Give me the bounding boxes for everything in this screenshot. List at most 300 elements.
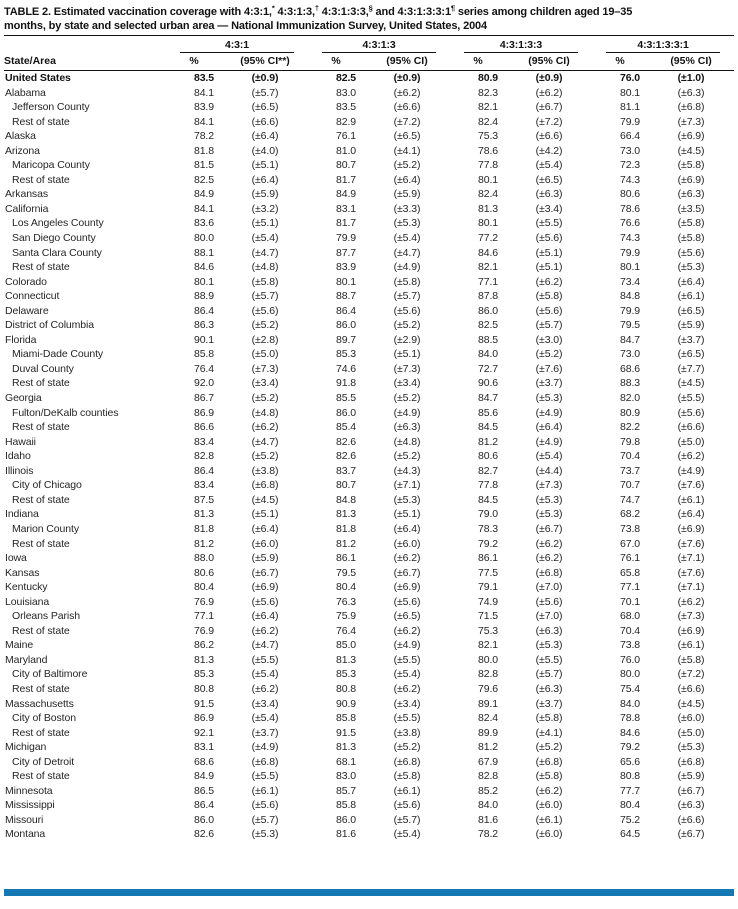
percent-cell: 86.2 bbox=[193, 639, 214, 652]
table-row bbox=[4, 289, 734, 304]
percent-cell: 76.1 bbox=[335, 130, 357, 143]
ci-cell: (±4.2) bbox=[535, 144, 563, 157]
state-area-cell: Miami-Dade County bbox=[12, 348, 104, 361]
ci-cell: (±5.3) bbox=[535, 392, 563, 405]
ci-cell: (±3.4) bbox=[393, 697, 421, 710]
state-area-cell: Rest of state bbox=[12, 421, 70, 434]
table-row bbox=[4, 318, 734, 333]
ci-cell: (±5.4) bbox=[535, 159, 563, 172]
percent-cell: 76.9 bbox=[193, 595, 214, 608]
percent-cell: 74.9 bbox=[477, 595, 499, 608]
ci-cell: (±4.1) bbox=[393, 144, 421, 157]
percent-cell: 81.2 bbox=[335, 537, 357, 550]
table-row bbox=[4, 798, 734, 813]
percent-cell: 83.1 bbox=[193, 741, 214, 754]
state-area-cell: Rest of state bbox=[12, 493, 70, 506]
ci-cell: (±6.8) bbox=[535, 755, 563, 768]
percent-cell: 84.0 bbox=[477, 348, 499, 361]
percent-cell: 86.4 bbox=[335, 304, 357, 317]
ci-cell: (±6.8) bbox=[393, 755, 421, 768]
ci-cell: (±7.3) bbox=[251, 362, 279, 375]
state-area-cell: Arkansas bbox=[5, 188, 48, 201]
percent-cell: 70.1 bbox=[619, 595, 641, 608]
ci-column-header: (95% CI) bbox=[648, 53, 734, 71]
percent-cell: 77.1 bbox=[477, 275, 499, 288]
percent-cell: 79.0 bbox=[477, 508, 499, 521]
ci-cell: (±5.2) bbox=[535, 741, 563, 754]
ci-cell: (±3.2) bbox=[251, 202, 279, 215]
ci-cell: (±6.2) bbox=[535, 537, 563, 550]
ci-cell: (±6.2) bbox=[535, 86, 563, 99]
percent-cell: 85.2 bbox=[477, 784, 499, 797]
percent-cell: 83.0 bbox=[335, 770, 357, 783]
table-row bbox=[4, 304, 734, 319]
percent-cell: 86.6 bbox=[193, 421, 214, 434]
ci-cell: (±2.8) bbox=[251, 333, 279, 346]
percent-cell: 84.7 bbox=[477, 392, 499, 405]
percent-cell: 82.1 bbox=[477, 101, 499, 114]
ci-cell: (±4.5) bbox=[677, 144, 705, 157]
percent-cell: 73.4 bbox=[619, 275, 641, 288]
table-body bbox=[4, 71, 734, 842]
percent-cell: 81.8 bbox=[335, 522, 357, 535]
percent-cell: 73.8 bbox=[619, 522, 641, 535]
ci-cell: (±6.9) bbox=[677, 522, 705, 535]
ci-cell: (±5.8) bbox=[677, 653, 705, 666]
table-row bbox=[4, 493, 734, 508]
percent-cell: 77.1 bbox=[619, 581, 641, 594]
percent-cell: 79.2 bbox=[619, 741, 641, 754]
ci-cell: (±4.8) bbox=[251, 406, 279, 419]
percent-cell: 77.8 bbox=[477, 479, 499, 492]
percent-cell: 79.9 bbox=[619, 246, 641, 259]
percent-column-header: % bbox=[450, 53, 506, 71]
percent-cell: 88.5 bbox=[477, 333, 499, 346]
ci-cell: (±6.2) bbox=[535, 275, 563, 288]
percent-cell: 72.7 bbox=[477, 362, 499, 375]
ci-cell: (±6.0) bbox=[535, 799, 563, 812]
ci-cell: (±4.9) bbox=[535, 435, 563, 448]
state-area-cell: Maine bbox=[5, 639, 34, 652]
ci-cell: (±5.1) bbox=[535, 246, 563, 259]
state-area-cell: Montana bbox=[5, 828, 46, 841]
state-area-cell: Illinois bbox=[5, 464, 34, 477]
percent-cell: 82.7 bbox=[477, 464, 499, 477]
percent-cell: 80.4 bbox=[335, 581, 357, 594]
percent-cell: 87.7 bbox=[335, 246, 357, 259]
percent-cell: 81.3 bbox=[193, 653, 214, 666]
percent-cell: 86.9 bbox=[193, 712, 214, 725]
percent-cell: 86.7 bbox=[193, 392, 214, 405]
footer-bar bbox=[4, 889, 734, 896]
percent-cell: 82.4 bbox=[477, 188, 499, 201]
percent-cell: 78.3 bbox=[477, 522, 499, 535]
percent-cell: 70.4 bbox=[619, 624, 641, 637]
ci-cell: (±5.9) bbox=[677, 319, 705, 332]
table-row bbox=[4, 449, 734, 464]
state-area-cell: Marion County bbox=[12, 522, 79, 535]
percent-cell: 80.1 bbox=[335, 275, 357, 288]
ci-cell: (±5.5) bbox=[393, 653, 421, 666]
table-row bbox=[4, 609, 734, 624]
percent-cell: 64.5 bbox=[619, 828, 641, 841]
ci-cell: (±3.0) bbox=[535, 333, 563, 346]
state-area-cell: Hawaii bbox=[5, 435, 36, 448]
state-area-cell: City of Baltimore bbox=[12, 668, 88, 681]
ci-cell: (±5.3) bbox=[677, 261, 705, 274]
ci-column-header: (95% CI) bbox=[364, 53, 450, 71]
percent-cell: 88.9 bbox=[193, 290, 214, 303]
ci-cell: (±7.2) bbox=[393, 115, 421, 128]
ci-cell: (±6.7) bbox=[393, 566, 421, 579]
percent-cell: 84.6 bbox=[193, 261, 214, 274]
percent-cell: 82.2 bbox=[619, 421, 641, 434]
ci-cell: (±3.4) bbox=[251, 377, 279, 390]
percent-cell: 78.6 bbox=[477, 144, 499, 157]
ci-cell: (±5.2) bbox=[251, 450, 279, 463]
state-area-cell: Massachusetts bbox=[5, 697, 74, 710]
table-row bbox=[4, 435, 734, 450]
ci-cell: (±5.7) bbox=[535, 319, 563, 332]
ci-cell: (±7.7) bbox=[677, 362, 705, 375]
state-area-cell: Colorado bbox=[5, 275, 47, 288]
ci-cell: (±5.4) bbox=[535, 450, 563, 463]
title-segment: and 4:3:1:3:3:1 bbox=[372, 6, 451, 18]
group-header-4313 bbox=[308, 36, 450, 54]
percent-cell: 89.1 bbox=[477, 697, 499, 710]
ci-cell: (±5.8) bbox=[535, 712, 563, 725]
table-row bbox=[4, 682, 734, 697]
ci-cell: (±7.2) bbox=[677, 668, 705, 681]
ci-cell: (±6.0) bbox=[677, 712, 705, 725]
percent-cell: 84.7 bbox=[619, 333, 641, 346]
ci-cell: (±3.4) bbox=[251, 697, 279, 710]
percent-cell: 80.9 bbox=[477, 72, 499, 84]
state-area-cell: City of Chicago bbox=[12, 479, 82, 492]
table-row bbox=[4, 71, 734, 86]
percent-cell: 82.3 bbox=[477, 86, 499, 99]
table-row bbox=[4, 115, 734, 130]
ci-cell: (±3.7) bbox=[251, 726, 279, 739]
ci-cell: (±4.7) bbox=[393, 246, 421, 259]
percent-cell: 77.2 bbox=[477, 232, 499, 245]
ci-cell: (±5.2) bbox=[393, 450, 421, 463]
state-area-cell: Santa Clara County bbox=[12, 246, 102, 259]
ci-cell: (±5.3) bbox=[393, 493, 421, 506]
ci-cell: (±6.3) bbox=[535, 624, 563, 637]
table-row bbox=[4, 129, 734, 144]
group-header-431 bbox=[166, 36, 308, 54]
percent-cell: 81.3 bbox=[335, 508, 357, 521]
percent-cell: 84.9 bbox=[193, 188, 214, 201]
percent-cell: 86.4 bbox=[193, 304, 214, 317]
percent-cell: 77.7 bbox=[619, 784, 641, 797]
ci-cell: (±5.7) bbox=[251, 813, 279, 826]
ci-cell: (±6.8) bbox=[251, 755, 279, 768]
percent-cell: 86.0 bbox=[193, 813, 214, 826]
state-area-cell: Duval County bbox=[12, 362, 74, 375]
ci-cell: (±7.2) bbox=[535, 115, 563, 128]
percent-cell: 83.4 bbox=[193, 435, 214, 448]
ci-cell: (±5.2) bbox=[393, 392, 421, 405]
percent-cell: 85.8 bbox=[335, 712, 357, 725]
ci-cell: (±5.9) bbox=[251, 188, 279, 201]
percent-cell: 76.1 bbox=[619, 552, 641, 565]
ci-cell: (±6.2) bbox=[393, 624, 421, 637]
table-row bbox=[4, 100, 734, 115]
percent-cell: 84.5 bbox=[477, 493, 499, 506]
state-area-cell: Louisiana bbox=[5, 595, 50, 608]
percent-cell: 74.3 bbox=[619, 173, 641, 186]
table-row bbox=[4, 638, 734, 653]
percent-column-header: % bbox=[592, 53, 648, 71]
percent-cell: 72.3 bbox=[619, 159, 641, 172]
ci-cell: (±5.5) bbox=[251, 653, 279, 666]
table-row bbox=[4, 260, 734, 275]
ci-cell: (±6.2) bbox=[393, 552, 421, 565]
ci-cell: (±7.0) bbox=[535, 581, 563, 594]
table-row bbox=[4, 726, 734, 741]
percent-cell: 82.8 bbox=[477, 668, 499, 681]
ci-cell: (±0.9) bbox=[393, 72, 421, 84]
state-area-cell: Orleans Parish bbox=[12, 610, 81, 623]
state-area-cell: Missouri bbox=[5, 813, 44, 826]
percent-cell: 82.6 bbox=[193, 828, 214, 841]
state-area-cell: Kansas bbox=[5, 566, 40, 579]
ci-cell: (±5.8) bbox=[535, 290, 563, 303]
percent-cell: 79.6 bbox=[477, 682, 499, 695]
ci-cell: (±6.7) bbox=[677, 828, 705, 841]
percent-cell: 88.0 bbox=[193, 552, 214, 565]
table-title bbox=[0, 0, 738, 35]
percent-cell: 83.0 bbox=[335, 86, 357, 99]
percent-column-header: % bbox=[308, 53, 364, 71]
footnote-marker-dagger: † bbox=[314, 3, 319, 13]
percent-cell: 83.7 bbox=[335, 464, 357, 477]
ci-cell: (±5.7) bbox=[393, 290, 421, 303]
ci-cell: (±5.0) bbox=[677, 435, 705, 448]
state-area-cell: Mississippi bbox=[5, 799, 55, 812]
ci-cell: (±6.2) bbox=[393, 86, 421, 99]
ci-cell: (±6.4) bbox=[251, 610, 279, 623]
percent-cell: 80.7 bbox=[335, 159, 357, 172]
ci-cell: (±6.4) bbox=[393, 173, 421, 186]
percent-cell: 73.7 bbox=[619, 464, 641, 477]
group-header-label: 4:3:1:3:3:1 bbox=[606, 39, 720, 53]
ci-cell: (±5.8) bbox=[677, 217, 705, 230]
ci-cell: (±6.3) bbox=[677, 188, 705, 201]
percent-cell: 80.1 bbox=[477, 173, 499, 186]
state-area-cell: Minnesota bbox=[5, 784, 53, 797]
percent-cell: 77.5 bbox=[477, 566, 499, 579]
percent-cell: 80.8 bbox=[193, 682, 214, 695]
ci-cell: (±5.7) bbox=[251, 290, 279, 303]
percent-cell: 82.6 bbox=[335, 450, 357, 463]
percent-cell: 86.4 bbox=[193, 799, 214, 812]
percent-cell: 81.5 bbox=[193, 159, 214, 172]
percent-cell: 92.0 bbox=[193, 377, 214, 390]
ci-cell: (±5.2) bbox=[393, 741, 421, 754]
percent-cell: 75.9 bbox=[335, 610, 357, 623]
percent-cell: 80.0 bbox=[619, 668, 641, 681]
group-header-431331 bbox=[592, 36, 734, 54]
percent-cell: 80.4 bbox=[619, 799, 641, 812]
ci-cell: (±7.3) bbox=[393, 362, 421, 375]
ci-column-header: (95% CI) bbox=[506, 53, 592, 71]
state-area-cell: Maryland bbox=[5, 653, 48, 666]
ci-cell: (±5.5) bbox=[251, 770, 279, 783]
percent-cell: 80.1 bbox=[477, 217, 499, 230]
state-area-cell: Delaware bbox=[5, 304, 49, 317]
percent-cell: 76.0 bbox=[619, 653, 641, 666]
ci-cell: (±5.9) bbox=[677, 770, 705, 783]
ci-cell: (±3.7) bbox=[535, 697, 563, 710]
ci-cell: (±6.5) bbox=[393, 130, 421, 143]
percent-cell: 65.8 bbox=[619, 566, 641, 579]
table-row bbox=[4, 333, 734, 348]
ci-cell: (±7.6) bbox=[677, 537, 705, 550]
ci-cell: (±6.9) bbox=[677, 130, 705, 143]
state-area-cell: Arizona bbox=[5, 144, 40, 157]
percent-cell: 73.8 bbox=[619, 639, 641, 652]
ci-cell: (±6.0) bbox=[535, 828, 563, 841]
ci-cell: (±5.2) bbox=[535, 348, 563, 361]
state-area-cell: Georgia bbox=[5, 392, 42, 405]
table-row bbox=[4, 362, 734, 377]
percent-cell: 84.9 bbox=[193, 770, 214, 783]
ci-cell: (±3.5) bbox=[677, 202, 705, 215]
percent-cell: 71.5 bbox=[477, 610, 499, 623]
ci-cell: (±4.7) bbox=[251, 246, 279, 259]
state-area-cell: Rest of state bbox=[12, 377, 70, 390]
ci-cell: (±6.7) bbox=[535, 522, 563, 535]
percent-cell: 85.3 bbox=[335, 668, 357, 681]
ci-cell: (±5.8) bbox=[251, 275, 279, 288]
ci-cell: (±6.8) bbox=[251, 479, 279, 492]
ci-cell: (±6.2) bbox=[393, 682, 421, 695]
ci-cell: (±5.5) bbox=[535, 653, 563, 666]
ci-cell: (±6.5) bbox=[677, 304, 705, 317]
percent-cell: 84.1 bbox=[193, 86, 214, 99]
percent-cell: 82.0 bbox=[619, 392, 641, 405]
percent-cell: 75.2 bbox=[619, 813, 641, 826]
percent-cell: 89.9 bbox=[477, 726, 499, 739]
percent-cell: 76.6 bbox=[619, 217, 641, 230]
table-row bbox=[4, 755, 734, 770]
ci-cell: (±5.8) bbox=[393, 770, 421, 783]
percent-cell: 86.4 bbox=[193, 464, 214, 477]
state-area-cell: Maricopa County bbox=[12, 159, 90, 172]
ci-cell: (±4.9) bbox=[535, 406, 563, 419]
state-area-cell: Alaska bbox=[5, 130, 36, 143]
percent-cell: 65.6 bbox=[619, 755, 641, 768]
percent-cell: 82.5 bbox=[477, 319, 499, 332]
percent-column-header: % bbox=[166, 53, 222, 71]
group-header-label: 4:3:1 bbox=[180, 39, 294, 53]
percent-cell: 82.8 bbox=[193, 450, 214, 463]
ci-cell: (±7.1) bbox=[393, 479, 421, 492]
ci-cell: (±5.1) bbox=[251, 508, 279, 521]
ci-cell: (±6.2) bbox=[251, 624, 279, 637]
ci-cell: (±5.3) bbox=[251, 828, 279, 841]
percent-cell: 78.6 bbox=[619, 202, 641, 215]
percent-cell: 80.1 bbox=[619, 261, 641, 274]
ci-cell: (±5.2) bbox=[251, 319, 279, 332]
percent-cell: 83.4 bbox=[193, 479, 214, 492]
percent-cell: 68.2 bbox=[619, 508, 641, 521]
percent-cell: 86.0 bbox=[477, 304, 499, 317]
ci-cell: (±5.4) bbox=[251, 668, 279, 681]
state-area-cell: Rest of state bbox=[12, 261, 70, 274]
ci-cell: (±6.9) bbox=[677, 173, 705, 186]
ci-cell: (±6.9) bbox=[251, 581, 279, 594]
state-area-cell: Kentucky bbox=[5, 581, 48, 594]
ci-cell: (±4.4) bbox=[535, 464, 563, 477]
ci-cell: (±5.4) bbox=[251, 232, 279, 245]
percent-cell: 80.6 bbox=[193, 566, 214, 579]
percent-cell: 82.5 bbox=[193, 173, 214, 186]
state-area-column-header: State/Area bbox=[4, 53, 166, 71]
table-row bbox=[4, 813, 734, 828]
ci-cell: (±5.4) bbox=[393, 232, 421, 245]
ci-cell: (±6.2) bbox=[251, 421, 279, 434]
percent-cell: 81.3 bbox=[193, 508, 214, 521]
percent-cell: 81.7 bbox=[335, 173, 357, 186]
ci-cell: (±7.6) bbox=[677, 479, 705, 492]
ci-cell: (±5.6) bbox=[393, 595, 421, 608]
table-row bbox=[4, 507, 734, 522]
state-area-cell: District of Columbia bbox=[5, 319, 95, 332]
table-row bbox=[4, 231, 734, 246]
percent-cell: 86.3 bbox=[193, 319, 214, 332]
percent-cell: 83.1 bbox=[335, 202, 357, 215]
state-area-cell: Rest of state bbox=[12, 537, 70, 550]
ci-cell: (±6.5) bbox=[677, 348, 705, 361]
table-row bbox=[4, 595, 734, 610]
percent-cell: 74.7 bbox=[619, 493, 641, 506]
ci-cell: (±7.3) bbox=[677, 115, 705, 128]
ci-cell: (±3.7) bbox=[535, 377, 563, 390]
ci-cell: (±6.2) bbox=[677, 595, 705, 608]
ci-cell: (±6.2) bbox=[535, 784, 563, 797]
percent-cell: 76.4 bbox=[335, 624, 357, 637]
footnote-marker-asterisk: * bbox=[271, 3, 275, 13]
table-row bbox=[4, 86, 734, 101]
percent-cell: 79.5 bbox=[619, 319, 641, 332]
state-area-cell: Fulton/DeKalb counties bbox=[12, 406, 119, 419]
ci-cell: (±6.7) bbox=[251, 566, 279, 579]
ci-cell: (±6.5) bbox=[251, 101, 279, 114]
table-row bbox=[4, 624, 734, 639]
table-row bbox=[4, 711, 734, 726]
ci-cell: (±6.4) bbox=[251, 130, 279, 143]
state-area-cell: Michigan bbox=[5, 741, 47, 754]
percent-cell: 79.1 bbox=[477, 581, 499, 594]
ci-cell: (±5.3) bbox=[393, 217, 421, 230]
percent-cell: 81.2 bbox=[477, 741, 499, 754]
ci-cell: (±6.1) bbox=[535, 813, 563, 826]
percent-cell: 83.9 bbox=[193, 101, 214, 114]
table-title-line2: months, by state and selected urban area — National Immunization Survey, United States, 2004 bbox=[4, 20, 487, 32]
percent-cell: 79.5 bbox=[335, 566, 357, 579]
percent-cell: 78.2 bbox=[477, 828, 499, 841]
ci-cell: (±5.5) bbox=[677, 392, 705, 405]
state-area-cell: Florida bbox=[5, 333, 37, 346]
percent-cell: 82.4 bbox=[477, 115, 499, 128]
ci-cell: (±6.4) bbox=[251, 173, 279, 186]
percent-cell: 84.8 bbox=[335, 493, 357, 506]
percent-cell: 80.6 bbox=[619, 188, 641, 201]
